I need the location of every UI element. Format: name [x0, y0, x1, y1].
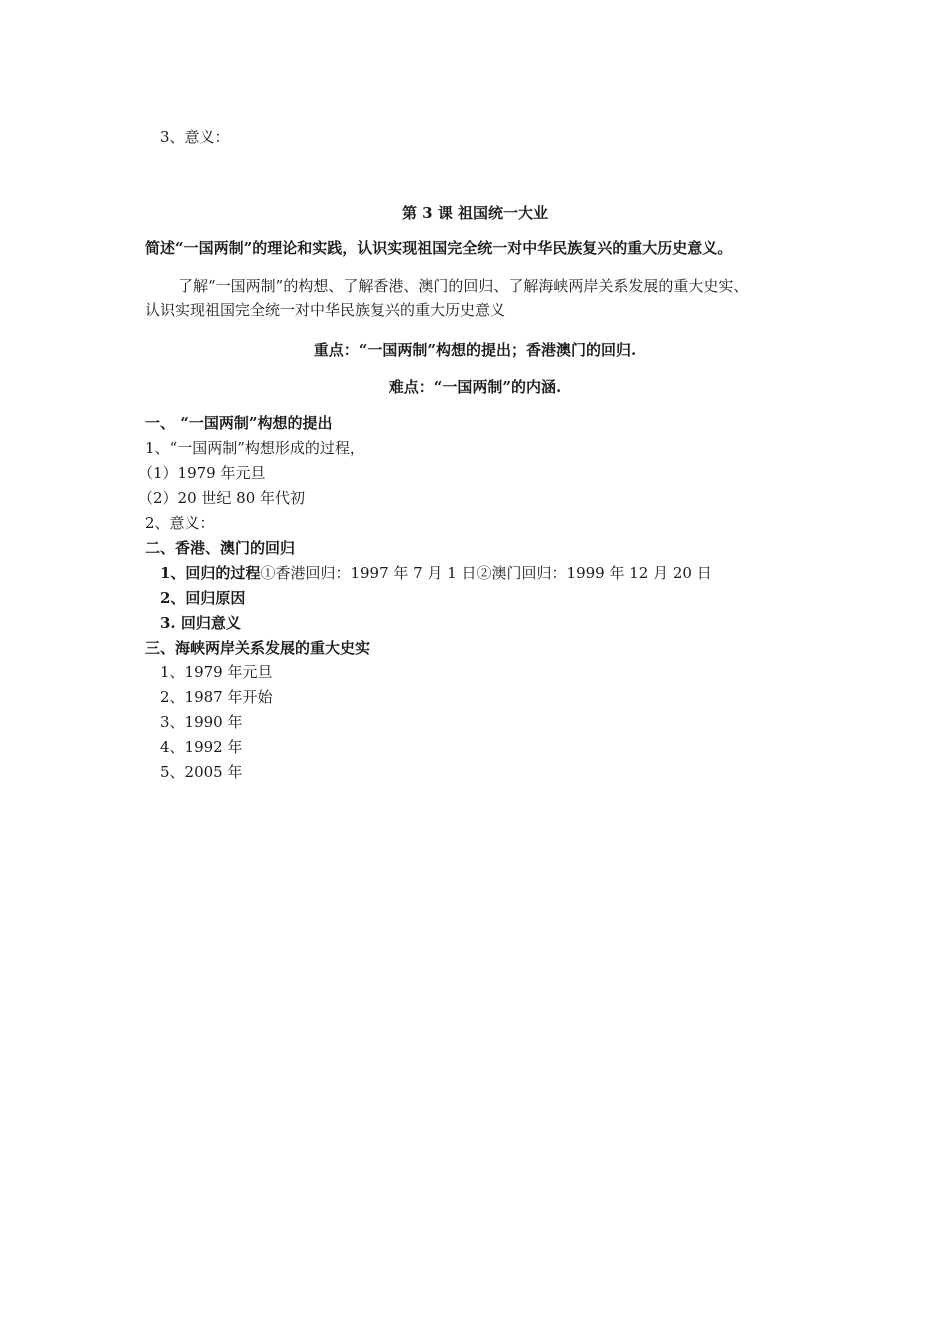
section-1-heading: 一、 “一国两制”构想的提出 — [145, 414, 333, 432]
section-2-item-2: 2、回归原因 — [160, 589, 246, 607]
section-3-heading: 三、海峡两岸关系发展的重大史实 — [145, 639, 371, 657]
section-2-item-1-label: 1、回归的过程 — [160, 564, 261, 582]
section-1-sub-1: （1）1979 年元旦 — [138, 464, 266, 482]
objectives-line-1: 了解“一国两制”的构想、了解香港、澳门的回归、了解海峡两岸关系发展的重大史实、 — [178, 277, 749, 295]
difficult-point: 难点：“一国两制”的内涵. — [388, 378, 562, 396]
section-1-sub-2: （2）20 世纪 80 年代初 — [138, 489, 306, 507]
lesson-title: 第 3 课 祖国统一大业 — [401, 204, 549, 222]
section-2-heading: 二、香港、澳门的回归 — [145, 539, 296, 557]
section-2-item-1-text: ①香港回归：1997 年 7 月 1 日②澳门回归：1999 年 12 月 20 日 — [260, 564, 712, 582]
section-3-item: 2、1987 年开始 — [160, 688, 273, 706]
key-point: 重点：“一国两制”构想的提出；香港澳门的回归. — [313, 341, 637, 359]
objectives-line-2: 认识实现祖国完全统一对中华民族复兴的重大历史意义 — [145, 301, 506, 319]
section-1-item-1: 1、“一国两制”构想形成的过程， — [145, 439, 365, 457]
section-3-item: 4、1992 年 — [160, 738, 243, 756]
section-3-item: 5、2005 年 — [160, 763, 243, 781]
section-2-item-3: 3. 回归意义 — [160, 614, 241, 632]
section-3-item: 3、1990 年 — [160, 713, 243, 731]
curriculum-standard: 简述“一国两制”的理论和实践，认识实现祖国完全统一对中华民族复兴的重大历史意义。 — [145, 239, 733, 257]
section-2-item-1 — [160, 563, 712, 583]
top-item-significance: 3、意义： — [160, 128, 230, 146]
section-1-item-2: 2、意义： — [145, 514, 215, 532]
section-3-item: 1、1979 年元旦 — [160, 663, 273, 681]
